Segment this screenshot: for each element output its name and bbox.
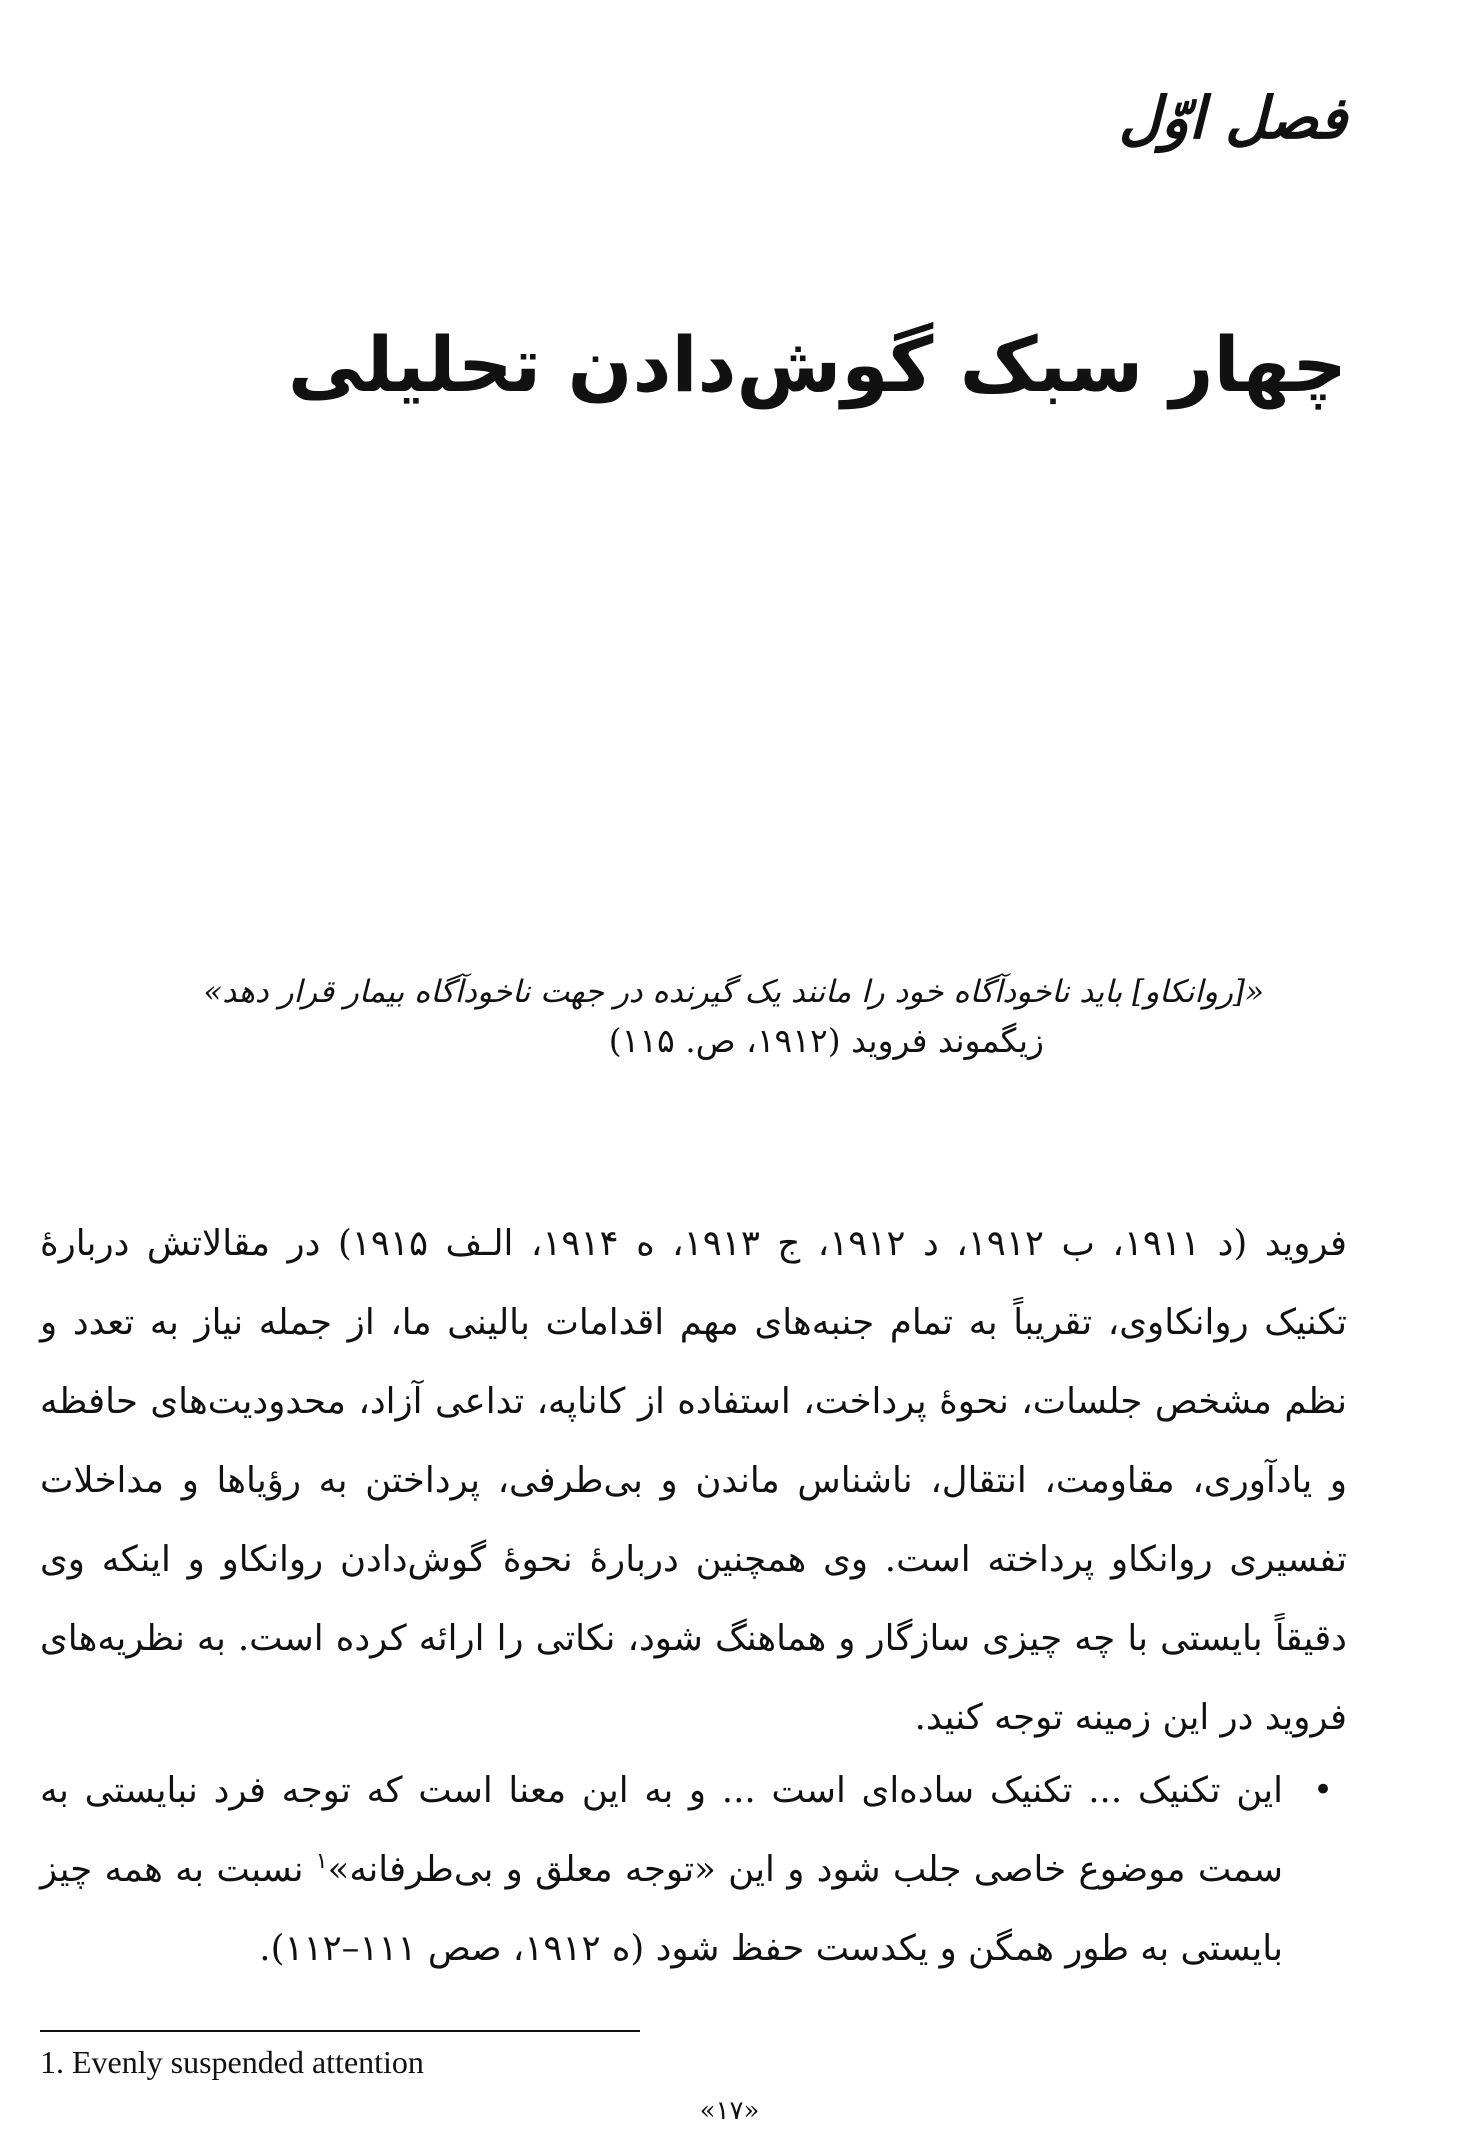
bullet-text-part-1: این تکنیک ... تکنیک ساده‌ای است ... و به این معنا است که توجه فرد نبایستی به سمت موضوع خاصی جلب شود و این «توجه معلق و بی‌طرفانه» <box>40 1770 1283 1890</box>
chapter-label: فصل اوّل <box>1118 84 1347 152</box>
bullet-text <box>40 1751 1283 1988</box>
footnote-divider <box>40 2030 640 2032</box>
epigraph <box>120 968 1264 1066</box>
bullet-text-part-2: نسبت به همه چیز بایستی به طور همگن و یکدست حفظ شود (ه ۱۹۱۲، صص ۱۱۱–۱۱۲). <box>40 1849 1283 1969</box>
epigraph-quote: «[روانکاو] باید ناخودآگاه خود را مانند یک گیرنده در جهت ناخودآگاه بیمار قرار دهد» <box>203 974 1264 1010</box>
epigraph-source: زیگموند فروید (۱۹۱۲، ص. ۱۱۵) <box>608 1021 1044 1060</box>
footnote: 1. Evenly suspended attention <box>40 2044 424 2080</box>
footnote-reference: ۱ <box>315 1849 328 1875</box>
chapter-title: چهار سبک گوش‌دادن تحلیلی <box>287 320 1347 409</box>
body-paragraph: فروید (د ۱۹۱۱، ب ۱۹۱۲، د ۱۹۱۲، ج ۱۹۱۳، ه ۱۹۱۴، الـف ۱۹۱۵) در مقالاتش دربارۀ تکنیک روانکاوی، تقریباً به تمام جنبه‌های مهم اقدامات بالینی ما، از جمله نیاز به تعدد و نظم مشخص جلسات، نحوۀ پرداخت، استفاده از کاناپه، تداعی آزاد، محدودیت‌های حافظه و یادآوری، مقاومت، انتقال، ناشناس ماندن و بی‌طرفی، پرداختن به رؤیاها و مداخلات تفسیری روانکاو پرداخته است. وی همچنین دربارۀ نحوۀ گوش‌دادن روانکاو و اینکه وی دقیقاً بایستی با چه چیزی سازگار و هماهنگ شود، نکاتی را ارائه کرده است. به نظریه‌های فروید در این زمینه توجه کنید. <box>40 1223 1347 1738</box>
page-number: «۱۷» <box>699 2096 760 2126</box>
bullet-marker: • <box>1312 1770 1334 1810</box>
bullet-item <box>40 1751 1347 1988</box>
